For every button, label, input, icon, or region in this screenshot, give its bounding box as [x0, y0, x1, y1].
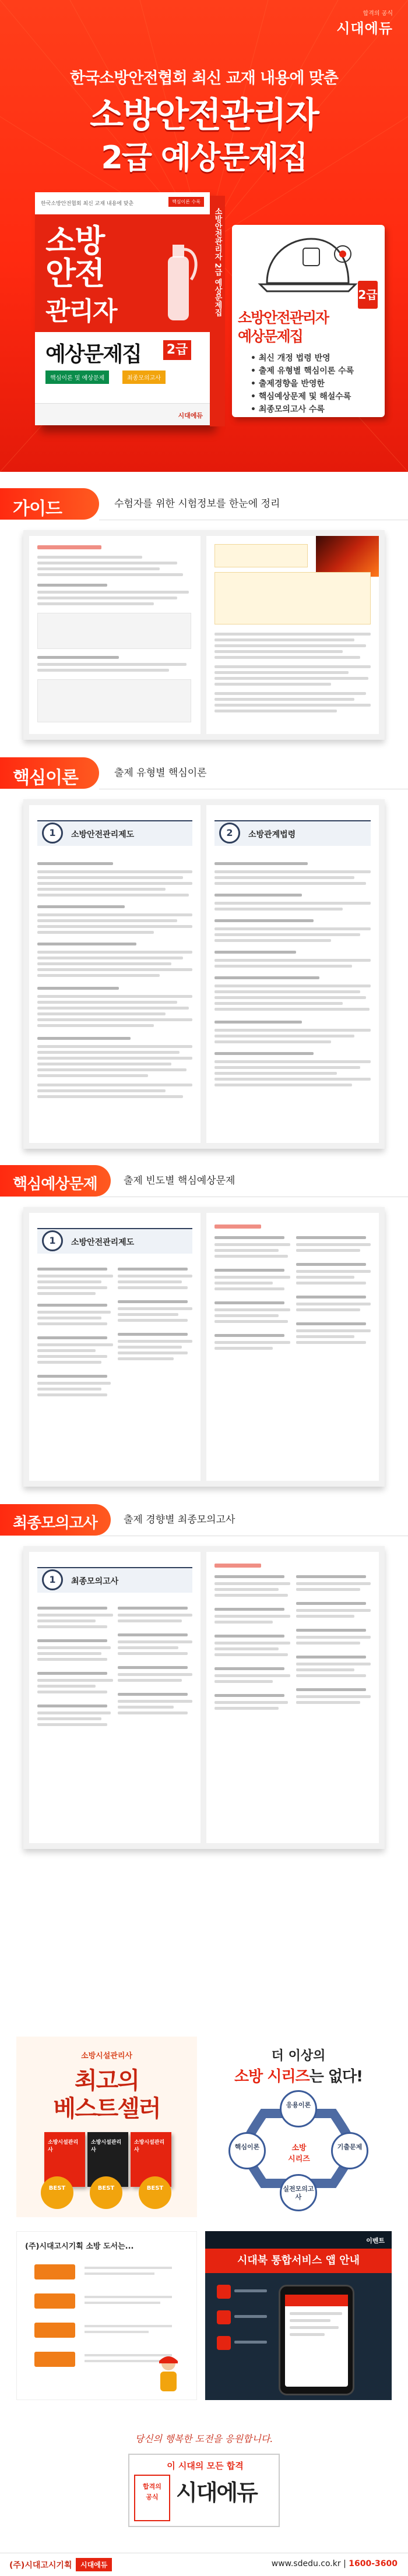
fire-helmet-icon	[255, 231, 360, 301]
book-top-text: 한국소방안전협회 최신 교재 내용에 맞춘	[41, 201, 134, 207]
footer-seal: 합격의 공식	[134, 2475, 170, 2521]
feature-item: • 출제 유형별 핵심이론 수록	[251, 365, 379, 377]
book-grade-badge: 2급	[163, 340, 191, 360]
feature-grade-badge: 2급	[358, 281, 378, 309]
chapter-number: 1	[42, 1569, 63, 1590]
hero-title-line1: 소방안전관리자	[90, 95, 318, 136]
mini-book-cover: 소방시설관리사	[131, 2132, 171, 2187]
theory-page-left	[29, 805, 201, 1143]
footer	[0, 2418, 408, 2576]
cycle-node: 응용이론	[280, 2090, 317, 2127]
hero-title-line2: 2급 예상문제집	[101, 139, 307, 176]
section-guide	[0, 488, 408, 525]
section-description: 출제 유형별 핵심이론	[114, 767, 207, 779]
chapter-title: 최종모의고사	[71, 1577, 119, 1586]
hero-subtitle: 한국소방안전협회 최신 교재 내용에 맞춘	[70, 69, 338, 87]
fire-extinguisher-icon	[150, 233, 203, 326]
section-description: 출제 빈도별 핵심예상문제	[124, 1175, 235, 1187]
cycle-node: 핵심이론	[228, 2132, 266, 2169]
app-feature-icon	[217, 2336, 231, 2350]
brand-small-text: 합격의 공식	[363, 10, 393, 17]
feature-title-line2: 예상문제집	[238, 328, 303, 345]
book-publisher: 시대에듀	[178, 412, 203, 419]
fire-photo	[316, 536, 379, 577]
mock-page-right	[206, 1552, 379, 1843]
app-promo-topbar	[205, 2231, 392, 2249]
app-feature-icon	[217, 2285, 231, 2299]
medal-icon: BEST	[139, 2176, 171, 2209]
app-promo-small: 이벤트	[366, 2237, 385, 2245]
book-cover	[35, 192, 210, 425]
book-tag-core: 핵심이론 및 예상문제	[45, 370, 109, 384]
footer-phone[interactable]: 1600-3600	[349, 2559, 398, 2568]
guide-page-right	[206, 536, 379, 734]
chapter-number: 2	[219, 823, 240, 844]
questions-page-spread	[23, 1207, 385, 1487]
footer-brand-box	[128, 2454, 280, 2527]
chapter-number: 1	[42, 1230, 63, 1251]
bestseller-title-line2: 베스트셀러	[53, 2095, 160, 2122]
mini-book-cover: 소방시설관리사	[87, 2132, 128, 2187]
app-promo-banner: 시대북 통합서비스 앱 안내	[205, 2249, 392, 2273]
publisher-info-promo[interactable]	[16, 2231, 197, 2400]
feature-item: • 최신 개정 법령 반영	[251, 352, 379, 365]
app-feature-icon	[217, 2310, 231, 2324]
info-chip	[34, 2264, 75, 2279]
medal-icon: BEST	[41, 2176, 73, 2209]
section-label: 핵심예상문제	[0, 1165, 111, 1197]
book-title-line1: 소방	[45, 223, 104, 259]
section-predicted-questions	[0, 1165, 408, 1202]
book-badge: 핵심이론 수록	[168, 197, 204, 207]
hero-banner	[0, 0, 408, 472]
footer-publisher[interactable]: (주)시대고시기획	[9, 2561, 72, 2570]
brand-logo[interactable]	[336, 8, 393, 37]
info-chip	[34, 2323, 75, 2338]
smartphone-icon	[279, 2285, 354, 2395]
mock-page-spread	[23, 1546, 385, 1849]
chapter-title: 소방안전관리제도	[71, 1238, 135, 1247]
book-subtitle: 예상문제집	[45, 343, 141, 366]
guide-page-left	[29, 536, 201, 734]
info-row	[34, 2290, 180, 2312]
feature-item: • 최종모의고사 수록	[251, 403, 379, 416]
questions-page-right	[206, 1213, 379, 1481]
mini-book-cover: 소방시설관리사	[44, 2132, 85, 2187]
chapter-title: 소방관계법령	[248, 830, 296, 839]
feature-list	[251, 352, 379, 416]
book-spine-text: 소방안전관리자 2급 예상문제집	[213, 207, 222, 317]
cycle-center-label: 소방 시리즈	[288, 2144, 310, 2164]
chapter-title: 소방안전관리제도	[71, 830, 135, 839]
book-tag-mock: 최종모의고사	[122, 370, 166, 384]
series-promo-title-tail: 는 없다!	[309, 2068, 363, 2085]
series-promo-highlight: 소방 시리즈	[234, 2068, 309, 2085]
info-row	[34, 2261, 180, 2283]
series-promo-title-line1: 더 이상의	[271, 2049, 326, 2063]
medal-icon: BEST	[90, 2176, 122, 2209]
book-spine	[210, 196, 225, 426]
app-service-promo[interactable]	[205, 2231, 392, 2400]
section-description: 출제 경향별 최종모의고사	[124, 1514, 235, 1526]
publisher-info-title: (주)시대고시기획 소방 도서는...	[25, 2242, 134, 2251]
feature-card	[232, 225, 385, 417]
mock-page-left	[29, 1552, 201, 1843]
footer-brand: 시대에듀	[176, 2480, 257, 2506]
footer-publisher-badge[interactable]: 시대에듀	[76, 2558, 112, 2571]
series-promo[interactable]	[205, 2037, 392, 2217]
feature-item: • 출제경향을 반영한	[251, 377, 379, 390]
info-row	[34, 2319, 180, 2341]
bestseller-kicker: 소방시설관리사	[81, 2052, 132, 2060]
feature-title-line1: 소방안전관리자	[238, 309, 329, 326]
book-title-line2: 안전	[45, 255, 104, 292]
footer-tagline: 당신의 행복한 도전을 응원합니다.	[135, 2433, 273, 2444]
section-label: 최종모의고사	[0, 1504, 111, 1536]
brand-name: 시대에듀	[336, 20, 393, 37]
section-description: 수험자를 위한 시험정보를 한눈에 정리	[114, 498, 280, 510]
info-chip	[34, 2293, 75, 2309]
footer-url[interactable]: www.sdedu.co.kr	[271, 2559, 341, 2568]
series-promo-title-line2	[205, 2065, 392, 2086]
section-core-theory	[0, 757, 408, 795]
firefighter-illustration-icon	[151, 2354, 186, 2395]
feature-item: • 핵심예상문제 및 해설수록	[251, 390, 379, 403]
book-title-line3: 관리자	[45, 297, 117, 326]
book-cover-top	[35, 192, 210, 216]
cycle-node: 실전모의고사	[280, 2174, 317, 2211]
section-label: 핵심이론	[0, 757, 99, 789]
section-mock-exam	[0, 1504, 408, 1541]
footer-bar	[0, 2553, 408, 2576]
section-label: 가이드	[0, 488, 99, 520]
cycle-node: 기출문제	[331, 2132, 368, 2169]
theory-page-right	[206, 805, 379, 1143]
book-cover-title	[45, 225, 104, 290]
app-feature-list	[217, 2285, 269, 2390]
chapter-number: 1	[42, 823, 63, 844]
footer-hot-text: 이 시대의 모든 합격	[167, 2461, 244, 2471]
questions-page-left	[29, 1213, 201, 1481]
theory-page-spread	[23, 799, 385, 1149]
bestseller-promo[interactable]	[16, 2037, 197, 2217]
phone-screen	[285, 2295, 348, 2387]
guide-page-spread	[23, 530, 385, 740]
book-publisher-bar	[35, 403, 210, 425]
bestseller-title-line1: 최고의	[75, 2067, 139, 2094]
info-chip	[34, 2352, 75, 2367]
footer-contact: www.sdedu.co.kr | 1600-3600	[271, 2559, 398, 2568]
